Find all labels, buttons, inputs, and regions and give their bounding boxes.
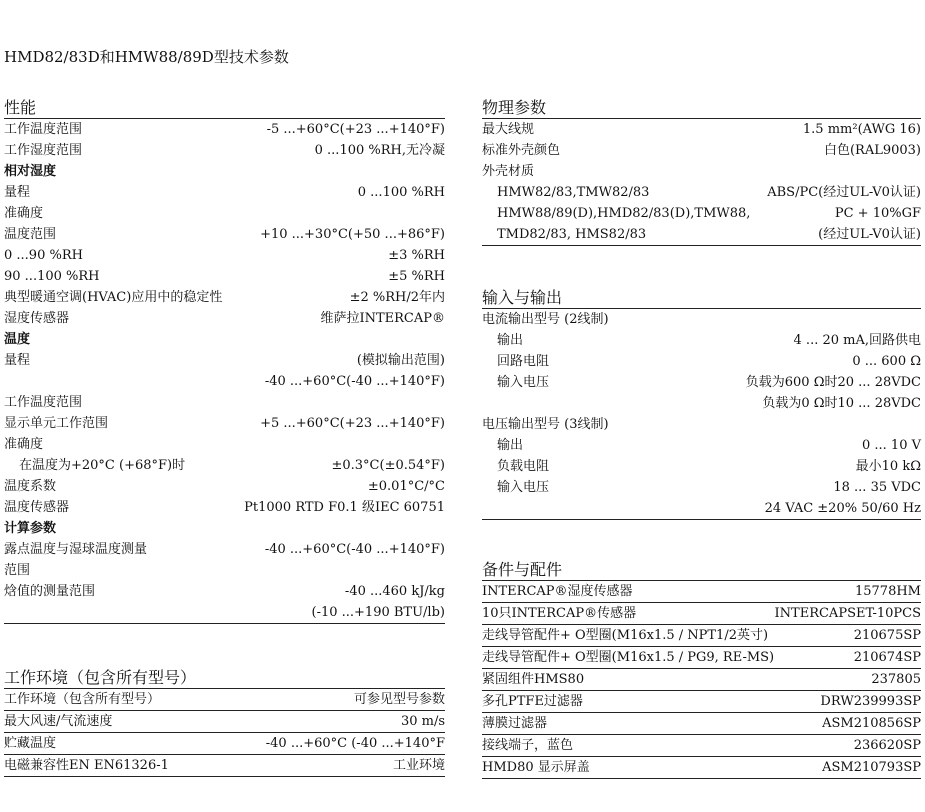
- row-label: 范围: [4, 563, 31, 578]
- row-label: 输出: [497, 438, 524, 453]
- row-value: (-10 ...+190 BTU/lb): [311, 605, 445, 620]
- performance-table: [4, 119, 445, 624]
- row-value: 0 ...100 %RH,无冷凝: [314, 143, 445, 158]
- environment-table: [4, 689, 445, 777]
- row-value: (模拟输出范围): [356, 353, 445, 368]
- row-label: 接线端子，蓝色: [482, 738, 574, 753]
- table-row: [4, 245, 445, 266]
- table-row: [482, 351, 921, 372]
- table-row: [482, 713, 921, 735]
- table-row: [482, 477, 921, 498]
- table-row: [482, 581, 921, 603]
- row-value: 4 ... 20 mA,回路供电: [793, 333, 921, 348]
- row-value: +10 ...+30°C(+50 ...+86°F): [260, 227, 445, 242]
- table-row: [482, 119, 921, 140]
- row-label: 输入电压: [497, 480, 550, 495]
- io-section: [482, 288, 921, 520]
- row-value: -5 ...+60°C(+23 ...+140°F): [266, 122, 445, 137]
- row-value: ±0.01°C/°C: [367, 479, 445, 494]
- table-row: [482, 140, 921, 161]
- row-label: 最大线规: [482, 122, 535, 137]
- row-label: 最大风速/气流速度: [4, 714, 113, 729]
- row-label: 在温度为+20°C (+68°F)时: [19, 458, 186, 473]
- environment-title: 工作环境（包含所有型号）: [4, 668, 445, 689]
- table-row: [482, 669, 921, 691]
- row-value: 维萨拉INTERCAP®: [320, 311, 445, 326]
- physical-title: 物理参数: [482, 98, 921, 119]
- row-value: Pt1000 RTD F0.1 级IEC 60751: [244, 500, 445, 515]
- table-row: [482, 393, 921, 414]
- row-label: 工作湿度范围: [4, 143, 83, 158]
- io-title: 输入与输出: [482, 288, 921, 309]
- row-value: 最小10 kΩ: [855, 459, 921, 474]
- row-label: 温度范围: [4, 227, 57, 242]
- row-value: 工业环境: [392, 758, 445, 773]
- table-row: [4, 689, 445, 711]
- table-row: [4, 140, 445, 161]
- row-value: ASM210856SP: [822, 716, 921, 731]
- table-row: [482, 182, 921, 203]
- table-row: [4, 560, 445, 581]
- environment-section: [4, 668, 445, 777]
- table-row: [4, 733, 445, 755]
- table-row: [4, 539, 445, 560]
- right-column: [482, 98, 921, 779]
- table-row: [482, 456, 921, 477]
- row-label: 工作环境（包含所有型号）: [4, 692, 161, 707]
- row-value: PC + 10%GF: [834, 206, 921, 221]
- table-row: [482, 224, 921, 245]
- row-label: 贮藏温度: [4, 736, 57, 751]
- row-value: 24 VAC ±20% 50/60 Hz: [764, 501, 921, 516]
- table-row: [482, 330, 921, 351]
- table-row: [4, 755, 445, 776]
- row-value: -40 ...460 kJ/kg: [344, 584, 445, 599]
- row-label: 量程: [4, 353, 31, 368]
- row-label: 回路电阻: [497, 354, 550, 369]
- row-value: 负载为0 Ω时10 ... 28VDC: [762, 396, 921, 411]
- document-title: HMD82/83D和HMW88/89D型技术参数: [4, 48, 289, 66]
- table-row: [482, 498, 921, 519]
- row-value: -40 ...+60°C (-40 ...+140°F: [265, 736, 445, 751]
- row-label: 焓值的测量范围: [4, 584, 96, 599]
- table-row: [4, 266, 445, 287]
- row-value: ABS/PC(经过UL-V0认证): [767, 185, 921, 200]
- table-row: [482, 435, 921, 456]
- table-row: [482, 203, 921, 224]
- accessories-section: [482, 560, 921, 779]
- row-label: 标准外壳颜色: [482, 143, 561, 158]
- accessories-title: 备件与配件: [482, 560, 921, 581]
- row-label: 薄膜过滤器: [482, 716, 548, 731]
- row-label: 电磁兼容性EN EN61326-1: [4, 758, 169, 773]
- table-row: [4, 434, 445, 455]
- row-label: 相对湿度: [4, 164, 57, 179]
- table-row: [4, 711, 445, 733]
- row-value: ±3 %RH: [388, 248, 445, 263]
- row-label: 准确度: [4, 206, 44, 221]
- row-value: 210675SP: [853, 628, 921, 643]
- table-row: [482, 757, 921, 778]
- row-label: 10只INTERCAP®传感器: [482, 606, 637, 621]
- table-row: [4, 602, 445, 623]
- performance-title: 性能: [4, 98, 445, 119]
- row-label: 工作温度范围: [4, 395, 83, 410]
- row-label: 输出: [497, 333, 524, 348]
- row-value: 210674SP: [853, 650, 921, 665]
- table-row: [4, 518, 445, 539]
- table-row: [482, 647, 921, 669]
- table-row: [4, 182, 445, 203]
- row-value: 1.5 mm²(AWG 16): [802, 122, 921, 137]
- row-label: 电压输出型号 (3线制): [482, 417, 609, 432]
- table-row: [482, 414, 921, 435]
- row-label: 负载电阻: [497, 459, 550, 474]
- row-label: 量程: [4, 185, 31, 200]
- table-row: [482, 735, 921, 757]
- row-label: HMW88/89(D),HMD82/83(D),TMW88,: [497, 206, 751, 221]
- row-label: 多孔PTFE过滤器: [482, 694, 583, 709]
- row-value: 可参见型号参数: [353, 692, 445, 707]
- row-label: 温度: [4, 332, 31, 347]
- row-value: ±2 %RH/2年内: [349, 290, 445, 305]
- row-label: INTERCAP®湿度传感器: [482, 584, 633, 599]
- row-value: (经过UL-V0认证): [818, 227, 921, 242]
- row-value: 0 ...100 %RH: [357, 185, 445, 200]
- io-table: [482, 309, 921, 520]
- row-label: 走线导管配件+ O型圈(M16x1.5 / NPT1/2英寸): [482, 628, 769, 643]
- table-row: [4, 119, 445, 140]
- row-label: TMD82/83, HMS82/83: [497, 227, 647, 242]
- row-label: 0 ...90 %RH: [4, 248, 83, 263]
- table-row: [4, 203, 445, 224]
- table-row: [4, 413, 445, 434]
- table-row: [482, 161, 921, 182]
- row-label: 电流输出型号 (2线制): [482, 312, 609, 327]
- row-value: DRW239993SP: [820, 694, 921, 709]
- table-row: [482, 309, 921, 330]
- table-row: [4, 224, 445, 245]
- row-value: ±0.3°C(±0.54°F): [331, 458, 445, 473]
- row-label: HMD80 显示屏盖: [482, 760, 590, 775]
- row-label: 90 ...100 %RH: [4, 269, 100, 284]
- row-value: 237805: [871, 672, 921, 687]
- table-row: [4, 476, 445, 497]
- row-label: 紧固组件HMS80: [482, 672, 585, 687]
- physical-section: [482, 98, 921, 246]
- table-row: [4, 161, 445, 182]
- left-column: [4, 98, 445, 777]
- table-row: [4, 287, 445, 308]
- table-row: [482, 691, 921, 713]
- row-value: -40 ...+60°C(-40 ...+140°F): [264, 374, 445, 389]
- row-label: 显示单元工作范围: [4, 416, 109, 431]
- row-value: ASM210793SP: [822, 760, 921, 775]
- table-row: [4, 371, 445, 392]
- row-value: INTERCAPSET-10PCS: [774, 606, 921, 621]
- table-row: [4, 308, 445, 329]
- table-row: [4, 392, 445, 413]
- table-row: [4, 329, 445, 350]
- row-value: 15778HM: [854, 584, 921, 599]
- row-label: 走线导管配件+ O型圈(M16x1.5 / PG9, RE-MS): [482, 650, 775, 665]
- row-label: 工作温度范围: [4, 122, 83, 137]
- table-row: [4, 455, 445, 476]
- row-value: 0 ... 600 Ω: [852, 354, 921, 369]
- row-label: 露点温度与湿球温度测量: [4, 542, 148, 557]
- table-row: [482, 603, 921, 625]
- accessories-table: [482, 581, 921, 779]
- row-label: HMW82/83,TMW82/83: [497, 185, 650, 200]
- row-value: 236620SP: [853, 738, 921, 753]
- row-value: +5 ...+60°C(+23 ...+140°F): [260, 416, 445, 431]
- row-label: 计算参数: [4, 521, 57, 536]
- row-value: -40 ...+60°C(-40 ...+140°F): [264, 542, 445, 557]
- row-value: 0 ... 10 V: [862, 438, 921, 453]
- table-row: [4, 497, 445, 518]
- table-row: [482, 372, 921, 393]
- row-label: 典型暖通空调(HVAC)应用中的稳定性: [4, 290, 223, 305]
- row-value: ±5 %RH: [388, 269, 445, 284]
- row-value: 白色(RAL9003): [823, 143, 921, 158]
- row-label: 湿度传感器: [4, 311, 70, 326]
- table-row: [4, 350, 445, 371]
- table-row: [4, 581, 445, 602]
- row-label: 输入电压: [497, 375, 550, 390]
- table-row: [482, 625, 921, 647]
- row-value: 30 m/s: [400, 714, 445, 729]
- row-value: 18 ... 35 VDC: [833, 480, 921, 495]
- row-label: 外壳材质: [482, 164, 535, 179]
- performance-section: [4, 98, 445, 624]
- row-value: 负载为600 Ω时20 ... 28VDC: [745, 375, 921, 390]
- row-label: 温度系数: [4, 479, 57, 494]
- physical-table: [482, 119, 921, 246]
- row-label: 温度传感器: [4, 500, 70, 515]
- row-label: 准确度: [4, 437, 44, 452]
